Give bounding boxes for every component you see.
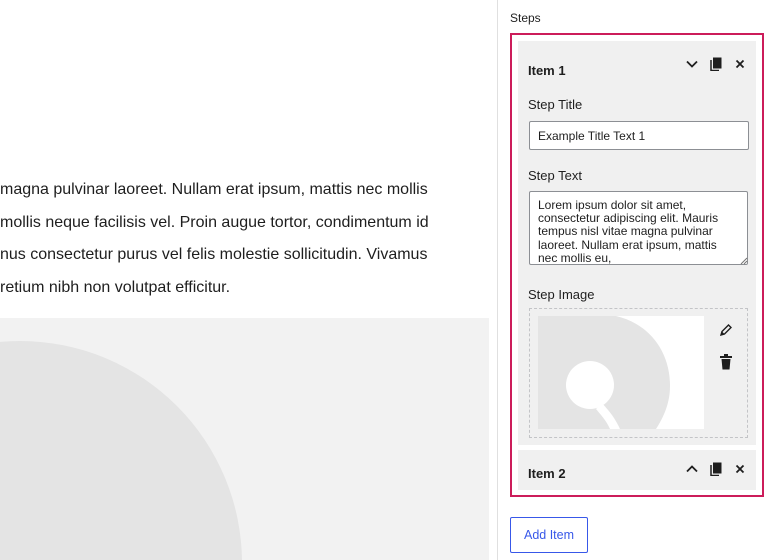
- step-image-label: Step Image: [528, 287, 595, 302]
- step-image-thumbnail: [538, 316, 704, 429]
- placeholder-image-icon: [0, 318, 489, 560]
- paragraph-block[interactable]: [0, 174, 489, 304]
- chevron-down-icon[interactable]: [684, 55, 700, 73]
- item-controls: [684, 55, 748, 73]
- item-title: Item 2: [528, 466, 566, 481]
- placeholder-image-block[interactable]: [0, 318, 489, 560]
- add-item-button[interactable]: Add Item: [510, 517, 588, 553]
- step-image-dropzone[interactable]: [529, 308, 748, 438]
- settings-sidebar: [498, 0, 775, 560]
- step-title-input[interactable]: [529, 121, 749, 150]
- close-icon[interactable]: [732, 55, 748, 73]
- step-title-label: Step Title: [528, 97, 583, 112]
- item-title: Item 1: [528, 63, 566, 78]
- item-header[interactable]: [518, 41, 756, 85]
- duplicate-icon[interactable]: [708, 55, 724, 73]
- paragraph-line: mollis neque facilisis vel. Proin augue tortor, condimentum id: [0, 213, 429, 231]
- item-header[interactable]: [518, 450, 756, 494]
- steps-label: Steps: [510, 11, 541, 25]
- paragraph-line: magna pulvinar laoreet. Nullam erat ipsum, mattis nec mollis: [0, 181, 428, 198]
- trash-icon[interactable]: [718, 353, 734, 371]
- repeater-item-1: [518, 41, 756, 445]
- resize-handle-icon[interactable]: [738, 255, 748, 265]
- duplicate-icon[interactable]: [708, 460, 724, 478]
- pencil-icon[interactable]: [718, 321, 734, 339]
- paragraph-line: nus consectetur purus vel felis molestie sollicitudin. Vivamus: [0, 246, 428, 263]
- repeater-item-2: [518, 450, 756, 490]
- chevron-up-icon[interactable]: [684, 460, 700, 478]
- steps-repeater: [510, 33, 764, 497]
- step-text-textarea[interactable]: [529, 191, 748, 265]
- close-icon[interactable]: [732, 460, 748, 478]
- item-controls: [684, 460, 748, 478]
- step-text-label: Step Text: [528, 168, 582, 183]
- placeholder-image-icon: [538, 316, 704, 429]
- image-actions: [718, 321, 734, 371]
- paragraph-line: retium nibh non volutpat efficitur.: [0, 278, 231, 296]
